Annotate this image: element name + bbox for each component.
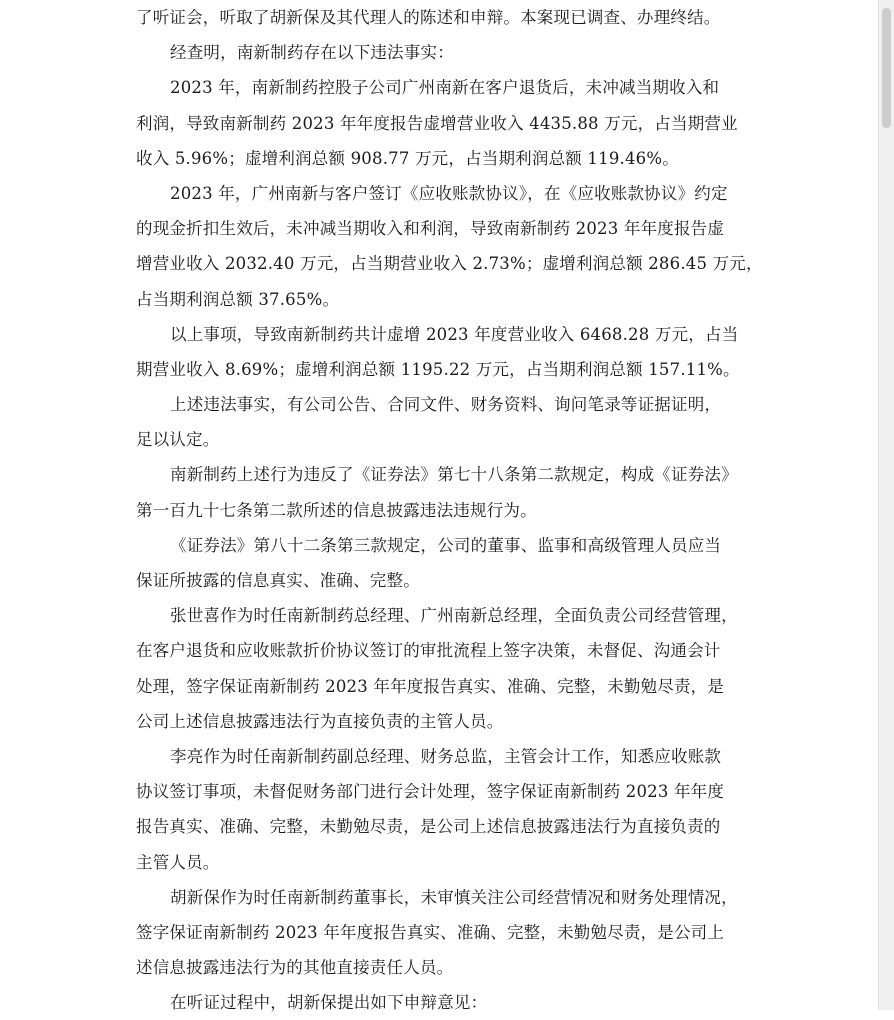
text-line: 在听证过程中，胡新保提出如下申辩意见： [170, 993, 488, 1013]
text-line: 南新制药上述行为违反了《证券法》第七十八条第二款规定，构成《证券法》 [170, 465, 738, 485]
text-line: 以上事项，导致南新制药共计虚增 2023 年度营业收入 6468.28 万元，占当 [170, 324, 739, 344]
scrollbar-thumb[interactable] [882, 8, 891, 128]
text-line: 主管人员。 [136, 852, 220, 872]
text-line: 增营业收入 2032.40 万元，占当期营业收入 2.73%；虚增利润总额 286.45 万元， [136, 254, 763, 274]
text-line: 张世喜作为时任南新制药总经理、广州南新总经理，全面负责公司经营管理， [170, 606, 738, 626]
text-line: 胡新保作为时任南新制药董事长，未审慎关注公司经营情况和财务处理情况， [170, 887, 738, 907]
text-line: 处理，签字保证南新制药 2023 年年度报告真实、准确、完整，未勤勉尽责，是 [136, 676, 725, 696]
text-line: 签字保证南新制药 2023 年年度报告真实、准确、完整，未勤勉尽责，是公司上 [136, 922, 725, 942]
vertical-scrollbar[interactable] [878, 0, 894, 1010]
text-line: 《证券法》第八十二条第三款规定，公司的董事、监事和高级管理人员应当 [170, 535, 722, 555]
text-line: 上述违法事实，有公司公告、合同文件、财务资料、询问笔录等证据证明， [170, 395, 722, 415]
text-line: 2023 年，广州南新与客户签订《应收账款协议》，在《应收账款协议》约定 [170, 183, 728, 203]
text-line: 协议签订事项，未督促财务部门进行会计处理，签字保证南新制药 2023 年年度 [136, 782, 725, 802]
text-line: 李亮作为时任南新制药副总经理、财务总监，主管会计工作，知悉应收账款 [170, 746, 722, 766]
text-line: 收入 5.96%；虚增利润总额 908.77 万元，占当期利润总额 119.46%。 [136, 148, 679, 168]
text-line: 第一百九十七条第二款所述的信息披露违法违规行为。 [136, 500, 537, 520]
text-line: 期营业收入 8.69%；虚增利润总额 1195.22 万元，占当期利润总额 157.11%。 [136, 359, 740, 379]
text-line: 报告真实、准确、完整，未勤勉尽责，是公司上述信息披露违法行为直接负责的 [136, 817, 721, 837]
text-line: 利润，导致南新制药 2023 年年度报告虚增营业收入 4435.88 万元，占当期营业 [136, 113, 738, 133]
text-line: 经查明，南新制药存在以下违法事实： [170, 43, 454, 63]
text-line: 保证所披露的信息真实、准确、完整。 [136, 571, 420, 590]
text-line: 了听证会，听取了胡新保及其代理人的陈述和申辩。本案现已调查、办理终结。 [136, 8, 721, 27]
text-line: 述信息披露违法行为的其他直接责任人员。 [136, 958, 454, 978]
text-line: 2023 年，南新制药控股子公司广州南新在客户退货后，未冲减当期收入和 [170, 78, 720, 98]
text-line: 占当期利润总额 37.65%。 [136, 289, 340, 309]
text-line: 在客户退货和应收账款折价协议签订的审批流程上签字决策，未督促、沟通会计 [136, 641, 721, 661]
text-line: 足以认定。 [136, 430, 220, 450]
document-body [136, 0, 763, 1020]
text-line: 公司上述信息披露违法行为直接负责的主管人员。 [136, 711, 504, 731]
text-line: 的现金折扣生效后，未冲减当期收入和利润，导致南新制药 2023 年年度报告虚 [136, 219, 725, 239]
